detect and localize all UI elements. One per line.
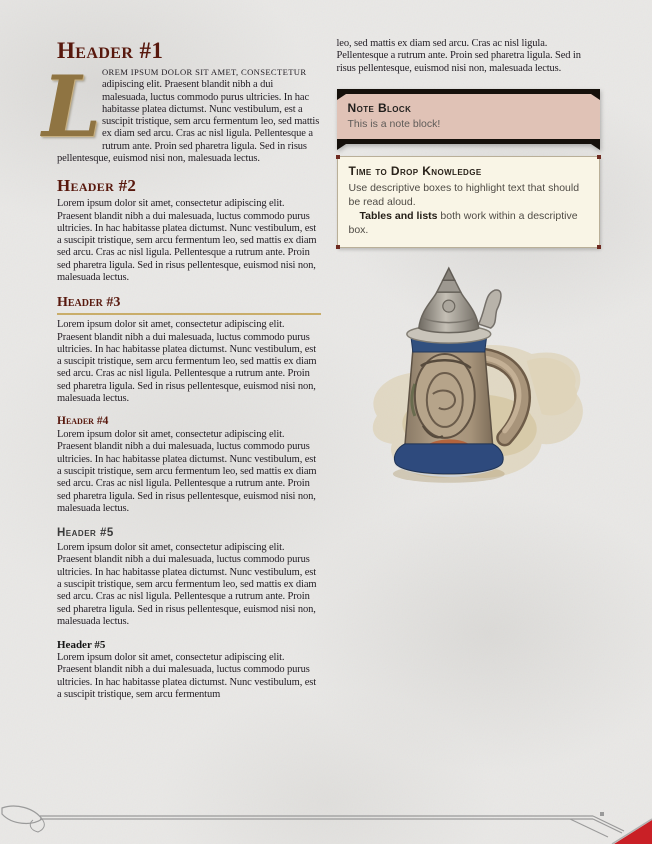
descriptive-box-text-2 [349,209,589,237]
note-body [337,94,601,139]
bold-inline-text: Tables and lists [359,210,438,223]
corner-dot [336,155,340,159]
corner-dot [597,245,601,249]
right-column [337,38,601,706]
continuation-paragraph: leo, sed mattis ex diam sed arcu. Cras ac nisl ligula. Pellentesque a rutrum ante. Proin sed pharetra ligula. Sed in risus pellentesque, euismod nisi non, malesuada lectus. [336,38,581,74]
illustration-container [337,266,601,494]
left-column [42,38,321,706]
note-block [337,89,601,144]
note-bottom-border [337,139,601,144]
header-5-bold: Header #5 [57,639,106,652]
paragraph-truncated: Lorem ipsum dolor sit amet, consectetur adipiscing elit. Praesent blandit nibh a dui malesuada, luctus commodo purus ultricies. In hac habitasse platea dictumst. Nunc vestibulum, est a suscipit tristique, sem arcu fermentum [57,652,317,700]
intro-text: adipiscing elit. Praesent blandit nibh a dui malesuada, luctus commodo purus ultricies. In hac habitasse platea dictumst. Nunc vestibulum, est a suscipit tristique, sem arcu fermentum leo, sed mattis ex diam sed arcu. Cras ac nisl ligula. Pellentesque a rutrum ante. Proin sed pharetra ligula. Sed in risus pellentesque, euismod nisi non, malesuada lectus. [57,79,320,164]
note-top-border [337,89,601,94]
header-2: Header #2 [57,176,137,196]
drop-cap-letter: L [42,57,101,156]
inline-text: both work within a descriptive box. [348,210,578,237]
header-3: Header #3 [57,295,321,315]
footer-square-dot [600,812,604,816]
note-title: Note Block [347,100,412,115]
two-column-layout [42,38,600,706]
descriptive-box-title: Time to Drop Knowledge [348,163,482,178]
note-text: This is a note block! [347,117,441,130]
corner-dot [597,155,601,159]
intro-paragraph [42,57,321,165]
lead-small-caps: OREM IPSUM DOLOR SIT AMET, CONSECTETUR [102,67,307,77]
paragraph: Lorem ipsum dolor sit amet, consectetur adipiscing elit. Praesent blandit nibh a dui malesuada, luctus commodo purus ultricies. In hac habitasse platea dictumst. Nunc vestibulum, est a suscipit tristique, sem arcu fermentum leo, sed mattis ex diam sed arcu. Cras ac nisl ligula. Pellentesque a rutrum ante. Proin sed pharetra ligula. Sed in risus pellentesque, euismod nisi non, malesuada lectus. [57,319,317,404]
corner-dot [336,245,340,249]
paragraph: Lorem ipsum dolor sit amet, consectetur adipiscing elit. Praesent blandit nibh a dui malesuada, luctus commodo purus ultricies. In hac habitasse platea dictumst. Nunc vestibulum, est a suscipit tristique, sem arcu fermentum leo, sed mattis ex diam sed arcu. Cras ac nisl ligula. Pellentesque a rutrum ante. Proin sed pharetra ligula. Sed in risus pellentesque, euismod nisi non, malesuada lectus. [57,429,317,514]
footer-flourish [0,804,652,844]
header-1: Header #1 [57,38,164,63]
descriptive-box [337,156,601,248]
beer-stein-illustration [337,266,601,494]
header-5: Header #5 [57,527,114,540]
paragraph: Lorem ipsum dolor sit amet, consectetur adipiscing elit. Praesent blandit nibh a dui malesuada, luctus commodo purus ultricies. In hac habitasse platea dictumst. Nunc vestibulum, est a suscipit tristique, sem arcu fermentum leo, sed mattis ex diam sed arcu. Cras ac nisl ligula. Pellentesque a rutrum ante. Proin sed pharetra ligula. Sed in risus pellentesque, euismod nisi non, malesuada lectus. [57,542,317,627]
header-4: Header #4 [57,415,109,428]
descriptive-box-text: Use descriptive boxes to highlight text that should be read aloud. [348,181,580,209]
paragraph: Lorem ipsum dolor sit amet, consectetur adipiscing elit. Praesent blandit nibh a dui malesuada, luctus commodo purus ultricies. In hac habitasse platea dictumst. Nunc vestibulum, est a suscipit tristique, sem arcu fermentum leo, sed mattis ex diam sed arcu. Cras ac nisl ligula. Pellentesque a rutrum ante. Proin sed pharetra ligula. Sed in risus pellentesque, euismod nisi non, malesuada lectus. [57,198,317,283]
